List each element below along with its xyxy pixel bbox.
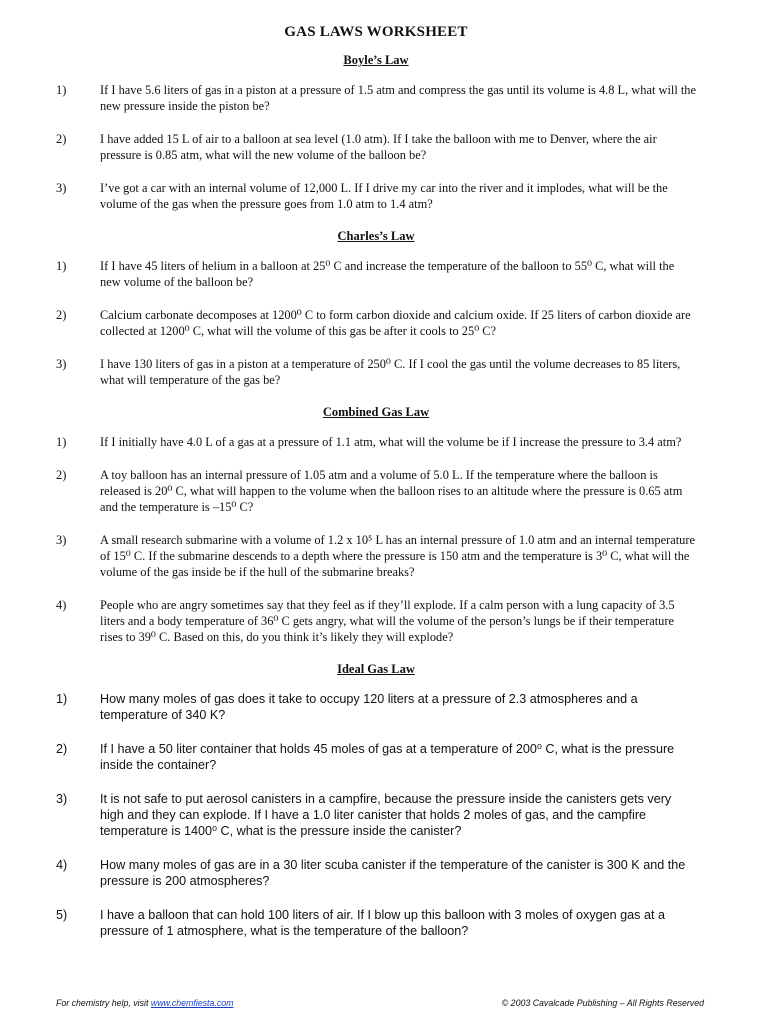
question-number: 3) bbox=[56, 181, 67, 195]
question-text: A small research submarine with a volume of 1.2 x 10⁵ L has an internal pressure of 1.0 atm and an internal temperature of 15⁰ C. If the submarine descends to a depth where the pressure is 150 atm and the temperature is 3⁰ C, what will the volume of the gas inside be if the hull of the submarine breaks? bbox=[100, 533, 695, 579]
question-item bbox=[56, 791, 696, 839]
question-item bbox=[56, 907, 696, 939]
question-text: Calcium carbonate decomposes at 1200⁰ C to form carbon dioxide and calcium oxide. If 25 liters of carbon dioxide are collected at 1200⁰ C, what will the volume of this gas be after it cools to 25⁰ C? bbox=[100, 308, 691, 338]
question-text: If I have 5.6 liters of gas in a piston at a pressure of 1.5 atm and compress the gas until its volume is 4.8 L, what will the new pressure inside the piston be? bbox=[100, 83, 697, 113]
question-item bbox=[56, 307, 696, 339]
question-item bbox=[56, 131, 696, 163]
question-text: It is not safe to put aerosol canisters in a campfire, because the pressure inside the canisters gets very high and they can explode. If I have a 1.0 liter canister that holds 2 moles of gas, and the campfire temperature is 1400⁰ C, what is the pressure inside the canister? bbox=[100, 792, 672, 838]
question-number: 4) bbox=[56, 598, 67, 612]
question-number: 3) bbox=[56, 533, 67, 547]
question-number: 2) bbox=[56, 742, 68, 756]
question-number: 2) bbox=[56, 468, 67, 482]
question-item bbox=[56, 356, 696, 388]
question-text: If I have a 50 liter container that holds 45 moles of gas at a temperature of 200⁰ C, what is the pressure inside the container? bbox=[100, 742, 675, 772]
section-heading: Charles’s Law bbox=[337, 229, 415, 243]
section-ideal-gas-law bbox=[56, 662, 696, 939]
question-text: I’ve got a car with an internal volume of 12,000 L. If I drive my car into the river and it implodes, what will be the volume of the gas when the pressure goes from 1.0 atm to 1.4 atm? bbox=[100, 181, 668, 211]
question-item bbox=[56, 741, 696, 773]
question-text: I have a balloon that can hold 100 liters of air. If I blow up this balloon with 3 moles of oxygen gas at a pressure of 1 atmosphere, what is the temperature of the balloon? bbox=[100, 908, 665, 938]
question-number: 3) bbox=[56, 357, 67, 371]
question-item bbox=[56, 532, 696, 580]
question-number: 2) bbox=[56, 308, 67, 322]
worksheet-title: GAS LAWS WORKSHEET bbox=[284, 24, 468, 40]
question-item bbox=[56, 180, 696, 212]
question-item bbox=[56, 434, 696, 450]
section-charles-law bbox=[56, 229, 696, 388]
question-number: 2) bbox=[56, 132, 67, 146]
section-heading: Boyle’s Law bbox=[343, 53, 409, 67]
footer-copyright: © 2003 Cavalcade Publishing – All Rights Reserved bbox=[501, 998, 704, 1008]
section-heading: Combined Gas Law bbox=[322, 405, 430, 419]
section-combined-gas-law bbox=[56, 405, 696, 645]
question-item bbox=[56, 857, 696, 889]
question-number: 3) bbox=[56, 792, 68, 806]
question-text: People who are angry sometimes say that they feel as if they’ll explode. If a calm person with a lung capacity of 3.5 liters and a body temperature of 36⁰ C gets angry, what will the volume of the person’s lungs be if their temperature rises to 39⁰ C. Based on this, do you think it’s likely they will explode? bbox=[100, 598, 675, 644]
question-number: 1) bbox=[56, 259, 67, 273]
question-text: How many moles of gas are in a 30 liter scuba canister if the temperature of the canister is 300 K and the pressure is 200 atmospheres? bbox=[100, 858, 686, 888]
question-text: If I have 45 liters of helium in a balloon at 25⁰ C and increase the temperature of the balloon to 55⁰ C, what will the new volume of the balloon be? bbox=[100, 259, 675, 289]
section-boyles-law bbox=[56, 53, 696, 212]
chemfiesta-link[interactable]: www.chemfiesta.com bbox=[150, 998, 234, 1008]
question-text: I have added 15 L of air to a balloon at sea level (1.0 atm). If I take the balloon with me to Denver, where the air pressure is 0.85 atm, what will the new volume of the balloon be? bbox=[100, 132, 657, 162]
section-heading: Ideal Gas Law bbox=[337, 662, 415, 676]
question-number: 5) bbox=[56, 908, 68, 922]
question-item bbox=[56, 467, 696, 515]
question-text: I have 130 liters of gas in a piston at a temperature of 250⁰ C. If I cool the gas until the volume decreases to 85 liters, what will temperature of the gas be? bbox=[100, 357, 681, 387]
question-number: 4) bbox=[56, 858, 68, 872]
question-text: How many moles of gas does it take to occupy 120 liters at a pressure of 2.3 atmospheres and a temperature of 340 K? bbox=[100, 692, 638, 722]
question-item bbox=[56, 597, 696, 645]
question-item bbox=[56, 258, 696, 290]
footer-help bbox=[56, 998, 233, 1008]
page-footer bbox=[56, 998, 704, 1008]
question-text: If I initially have 4.0 L of a gas at a pressure of 1.1 atm, what will the volume be if I increase the pressure to 3.4 atm? bbox=[100, 435, 682, 449]
question-text: A toy balloon has an internal pressure of 1.05 atm and a volume of 5.0 L. If the temperature where the balloon is released is 20⁰ C, what will happen to the volume when the balloon rises to an altitude where the pressure is 0.65 atm and the temperature is –15⁰ C? bbox=[100, 468, 683, 514]
question-item bbox=[56, 82, 696, 114]
question-number: 1) bbox=[56, 435, 67, 449]
footer-help-prefix: For chemistry help, visit bbox=[56, 998, 151, 1008]
question-number: 1) bbox=[56, 692, 68, 706]
question-item bbox=[56, 691, 696, 723]
question-number: 1) bbox=[56, 83, 67, 97]
